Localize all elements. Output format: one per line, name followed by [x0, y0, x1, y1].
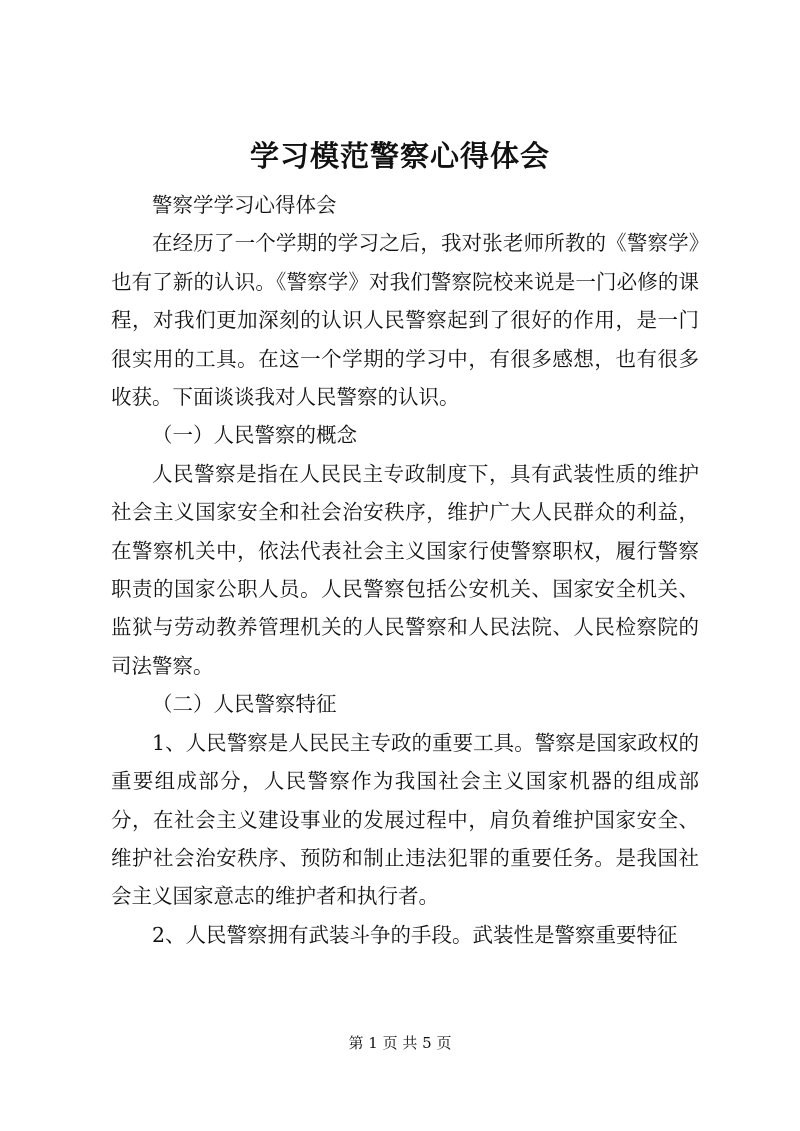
paragraph-feature-2: 2、人民警察拥有武装斗争的手段。武装性是警察重要特征	[152, 922, 678, 947]
section-heading-features: （二）人民警察特征	[152, 692, 337, 717]
paragraph-feature-1: 1、人民警察是人民民主专政的重要工具。警察是国家政权的重要组成部分，人民警察作为我国社会主义国家机器的组成部分，在社会主义建设事业的发展过程中，肩负着维护国家安全、维护社会治安秩序、预防和制止违法犯罪的重要任务。是我国社会主义国家意志的维护者和执行者。	[111, 730, 699, 909]
paragraph-concept: 人民警察是指在人民民主专政制度下，具有武装性质的维护社会主义国家安全和社会治安秩序，维护广大人民群众的利益，在警察机关中，依法代表社会主义国家行使警察职权，履行警察职责的国家公职人员。人民警察包括公安机关、国家安全机关、监狱与劳动教养管理机关的人民警察和人民法院、人民检察院的司法警察。	[111, 461, 699, 678]
document-title: 学习模范警察心得体会	[249, 139, 550, 173]
paragraph-subtitle: 警察学学习心得体会	[152, 193, 337, 217]
document-body	[111, 186, 699, 954]
page-footer: 第 1 页 共 5 页	[348, 1034, 452, 1052]
section-heading-concept: （一）人民警察的概念	[152, 423, 357, 448]
paragraph-intro: 在经历了一个学期的学习之后，我对张老师所教的《警察学》也有了新的认识。《警察学》对我们警察院校来说是一门必修的课程，对我们更加深刻的认识人民警察起到了很好的作用，是一门很实用的工具。在这一个学期的学习中，有很多感想，也有很多收获。下面谈谈我对人民警察的认识。	[111, 231, 699, 410]
